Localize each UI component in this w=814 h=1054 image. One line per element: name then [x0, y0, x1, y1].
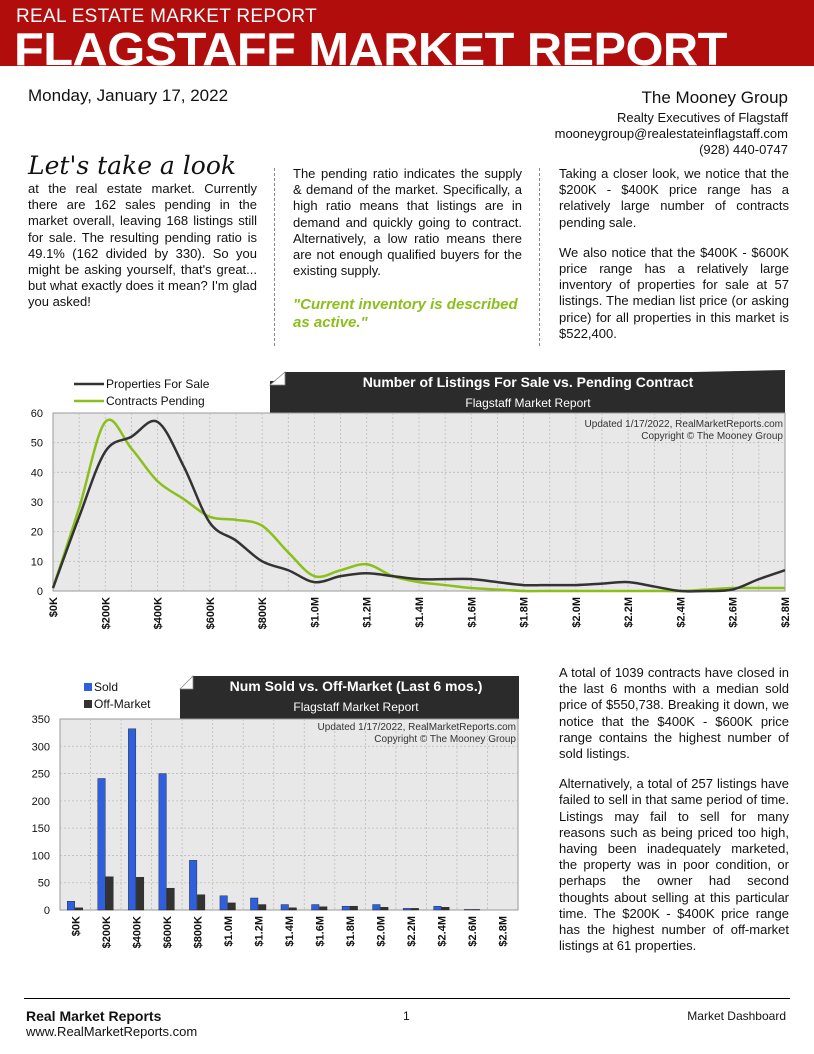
chart-note-copyright: Copyright © The Mooney Group [374, 734, 516, 745]
bar-sold [281, 905, 289, 910]
x-tick-label: $800K [257, 597, 270, 630]
x-tick-label: $600K [161, 916, 174, 949]
page-curl-icon [180, 676, 193, 689]
page-number: 1 [403, 1009, 410, 1023]
bar-sold [342, 906, 350, 910]
legend-swatch [84, 700, 92, 708]
x-tick-label: $0K [70, 916, 83, 937]
x-tick-label: $1.6M [466, 597, 479, 628]
y-tick-label: 40 [30, 467, 43, 480]
sold-paragraph-2: Alternatively, a total of 257 listings have failed to sell in that same period of time. Listings may fail to sell for many reasons such as being priced too high, having been inadequately marketed, the property was in poor condition, or perhaps the owner had second thoughts about selling at this particular time. The $200K - $400K price range has the highest number of off-market listings at 61 properties. [559, 776, 789, 954]
sold-commentary [559, 665, 789, 954]
agent-name: The Mooney Group [641, 88, 788, 107]
bar-sold [189, 860, 197, 910]
listings-vs-pending-chart [20, 368, 794, 650]
x-tick-label: $600K [204, 597, 217, 630]
page-curl-icon [270, 372, 285, 385]
x-tick-label: $2.6M [727, 597, 740, 628]
bar-off-market [411, 908, 419, 910]
x-tick-label: $2.4M [436, 916, 449, 947]
intro-paragraph-2: The pending ratio indicates the supply & demand of the market. Specifically, a high ratio means that listings are in demand and quickly going to contract. Alternatively, a low ratio means there are not enough qualified buyers for the existing supply. [293, 166, 522, 279]
x-tick-label: $1.4M [414, 597, 426, 628]
x-tick-label: $2.8M [780, 597, 792, 628]
legend-label: Sold [94, 680, 119, 694]
x-tick-label: $1.4M [284, 916, 296, 947]
chart-note-copyright: Copyright © The Mooney Group [641, 431, 783, 442]
bar-off-market [381, 907, 389, 910]
intro-column-1 [28, 151, 257, 311]
bar-off-market [350, 906, 358, 910]
sold-paragraph-1: A total of 1039 contracts have closed in the last 6 months with a median sold price of $550,738. Breaking it down, we notice that the $400K - $600K price range contains the highest number of sold listings. [559, 665, 789, 762]
chart-subtitle: Flagstaff Market Report [293, 700, 419, 714]
bar-off-market [472, 909, 480, 910]
agent-block [555, 88, 788, 158]
bar-chart-svg [20, 674, 526, 964]
intro-column-2 [293, 166, 522, 332]
agent-phone: (928) 440-0747 [699, 142, 788, 157]
footer-divider [24, 998, 790, 999]
legend-label: Properties For Sale [106, 377, 210, 391]
sold-vs-offmarket-chart [20, 674, 526, 964]
y-tick-label: 300 [31, 741, 50, 754]
footer-label: Market Dashboard [687, 1009, 786, 1023]
bar-sold [128, 729, 136, 910]
bar-off-market [228, 903, 236, 910]
bar-off-market [136, 877, 144, 910]
footer-brand-block [26, 1008, 197, 1040]
y-tick-label: 20 [30, 526, 43, 539]
chart-note-updated: Updated 1/17/2022, RealMarketReports.com [317, 722, 516, 733]
legend-label: Off-Market [94, 697, 151, 711]
bar-sold [159, 774, 167, 910]
x-tick-label: $400K [152, 597, 165, 630]
x-tick-label: $1.8M [345, 916, 358, 947]
y-tick-label: 200 [31, 795, 50, 808]
intro-paragraph-1: at the real estate market. Currently there are 162 sales pending in the market overall, leaving 168 listings still for sale. The resulting pending ratio is 49.1% (162 divided by 330). So you might be asking yourself, that's great... but what exactly does it mean? I'm glad you asked! [28, 181, 257, 310]
y-tick-label: 50 [30, 437, 43, 450]
bar-sold [67, 901, 75, 910]
header-banner [0, 0, 814, 75]
x-tick-label: $2.4M [675, 597, 688, 628]
bar-sold [434, 906, 442, 910]
y-tick-label: 60 [30, 408, 43, 420]
bar-off-market [289, 908, 297, 910]
legend-label: Contracts Pending [106, 394, 205, 408]
report-title: FLAGSTAFF MARKET REPORT [14, 23, 727, 75]
footer-url[interactable]: www.RealMarketReports.com [26, 1024, 198, 1039]
bar-sold [373, 905, 381, 910]
chart-note-updated: Updated 1/17/2022, RealMarketReports.com [584, 419, 783, 430]
y-tick-label: 350 [31, 714, 50, 726]
y-tick-label: 100 [31, 850, 50, 863]
intro-column-3 [559, 166, 789, 342]
footer-brand: Real Market Reports [26, 1008, 162, 1024]
y-tick-label: 30 [30, 497, 43, 509]
y-tick-label: 10 [30, 556, 43, 569]
y-tick-label: 0 [36, 586, 43, 598]
bar-off-market [197, 895, 205, 910]
x-tick-label: $2.0M [570, 597, 583, 628]
bar-sold [403, 908, 411, 910]
x-tick-label: $1.2M [253, 916, 266, 947]
report-kicker: REAL ESTATE MARKET REPORT [16, 6, 318, 27]
y-tick-label: 250 [31, 768, 50, 781]
bar-sold [98, 778, 106, 910]
bar-off-market [75, 908, 83, 910]
x-tick-label: $2.0M [375, 916, 388, 947]
bar-off-market [106, 877, 114, 910]
bar-sold [220, 896, 228, 910]
legend-swatch [84, 683, 92, 691]
column-divider [274, 168, 275, 346]
y-tick-label: 0 [43, 905, 50, 917]
line-chart-svg [20, 368, 794, 650]
inventory-callout: "Current inventory is described as active." [293, 296, 518, 332]
x-tick-label: $2.2M [406, 916, 419, 947]
chart-title: Num Sold vs. Off-Market (Last 6 mos.) [229, 678, 483, 694]
bar-off-market [442, 907, 450, 910]
intro-paragraph-4: We also notice that the $400K - $600K price range has a relatively large inventory of properties for sale at 57 listings. The median list price (or asking price) for all properties in this market is $522,400. [559, 244, 789, 341]
bar-sold [312, 905, 320, 910]
bar-off-market [167, 888, 175, 910]
x-tick-label: $400K [131, 916, 144, 949]
x-tick-label: $1.2M [361, 597, 374, 628]
chart-title: Number of Listings For Sale vs. Pending Contract [362, 374, 694, 390]
x-tick-label: $1.0M [309, 597, 322, 628]
x-tick-label: $2.2M [623, 597, 636, 628]
bar-off-market [258, 905, 266, 910]
x-tick-label: $800K [192, 916, 205, 949]
chart-subtitle: Flagstaff Market Report [465, 396, 591, 410]
report-date: Monday, January 17, 2022 [28, 86, 229, 105]
x-tick-label: $1.6M [314, 916, 327, 947]
bar-sold [250, 898, 258, 910]
bar-sold [464, 909, 472, 910]
x-tick-label: $0K [48, 597, 60, 618]
x-tick-label: $1.0M [222, 916, 235, 947]
x-tick-label: $1.8M [518, 597, 531, 628]
script-heading: Let's take a look [28, 151, 237, 180]
agent-email[interactable]: mooneygroup@realestateinflagstaff.com [554, 126, 788, 141]
x-tick-label: $200K [100, 916, 113, 949]
agent-company: Realty Executives of Flagstaff [616, 110, 788, 125]
y-tick-label: 150 [31, 823, 50, 836]
intro-paragraph-3: Taking a closer look, we notice that the $200K - $400K price range has a relatively large number of contracts pending sale. [559, 166, 789, 230]
y-tick-label: 50 [37, 877, 50, 890]
x-tick-label: $2.6M [467, 916, 480, 947]
bar-off-market [320, 907, 328, 910]
x-tick-label: $2.8M [497, 916, 510, 947]
x-tick-label: $200K [100, 597, 113, 630]
column-divider [539, 168, 540, 346]
